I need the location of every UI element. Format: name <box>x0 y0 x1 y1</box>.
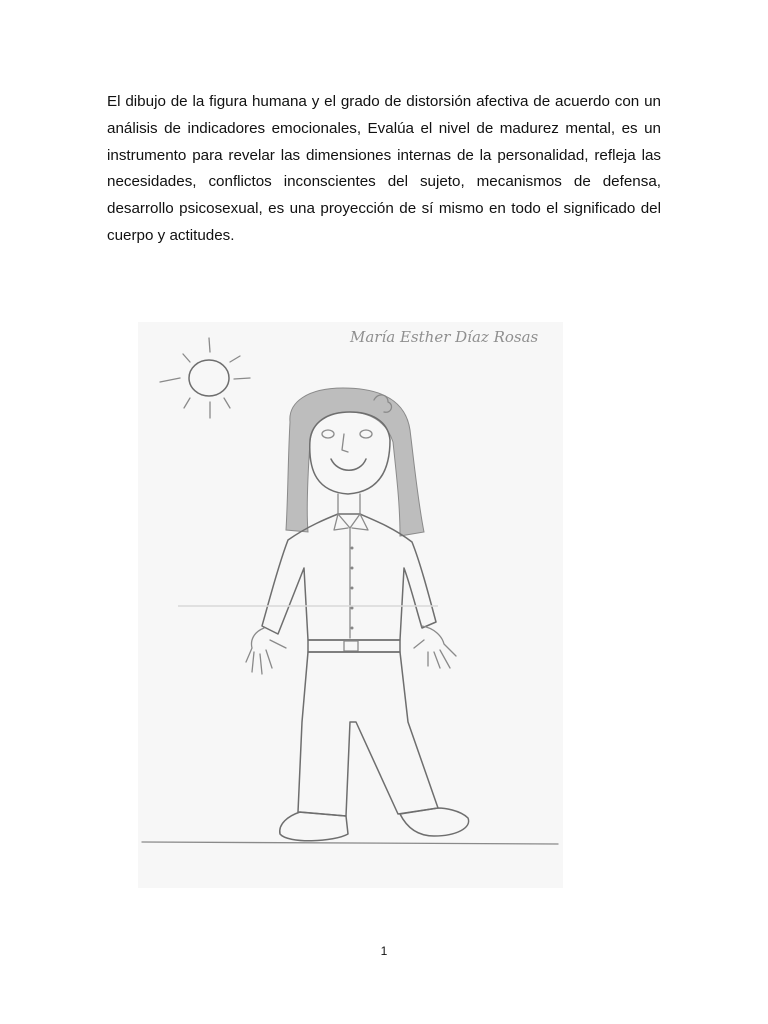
pencil-sketch-figure <box>138 322 563 888</box>
human-figure-drawing <box>138 322 563 888</box>
drawing-signature: María Esther Díaz Rosas <box>350 328 539 346</box>
body-paragraph: El dibujo de la figura humana y el grado de distorsión afectiva de acuerdo con un análisis de indicadores emocionales, Evalúa el nivel de madurez mental, es un instrumento para revelar las dimensiones internas de la personalidad, refleja las necesidades, conflictos inconscientes del sujeto, mecanismos de defensa, desarrollo psicosexual, es una proyección de sí mismo en todo el significado del cuerpo y actitudes. <box>107 93 661 244</box>
page-number: 1 <box>380 944 388 958</box>
